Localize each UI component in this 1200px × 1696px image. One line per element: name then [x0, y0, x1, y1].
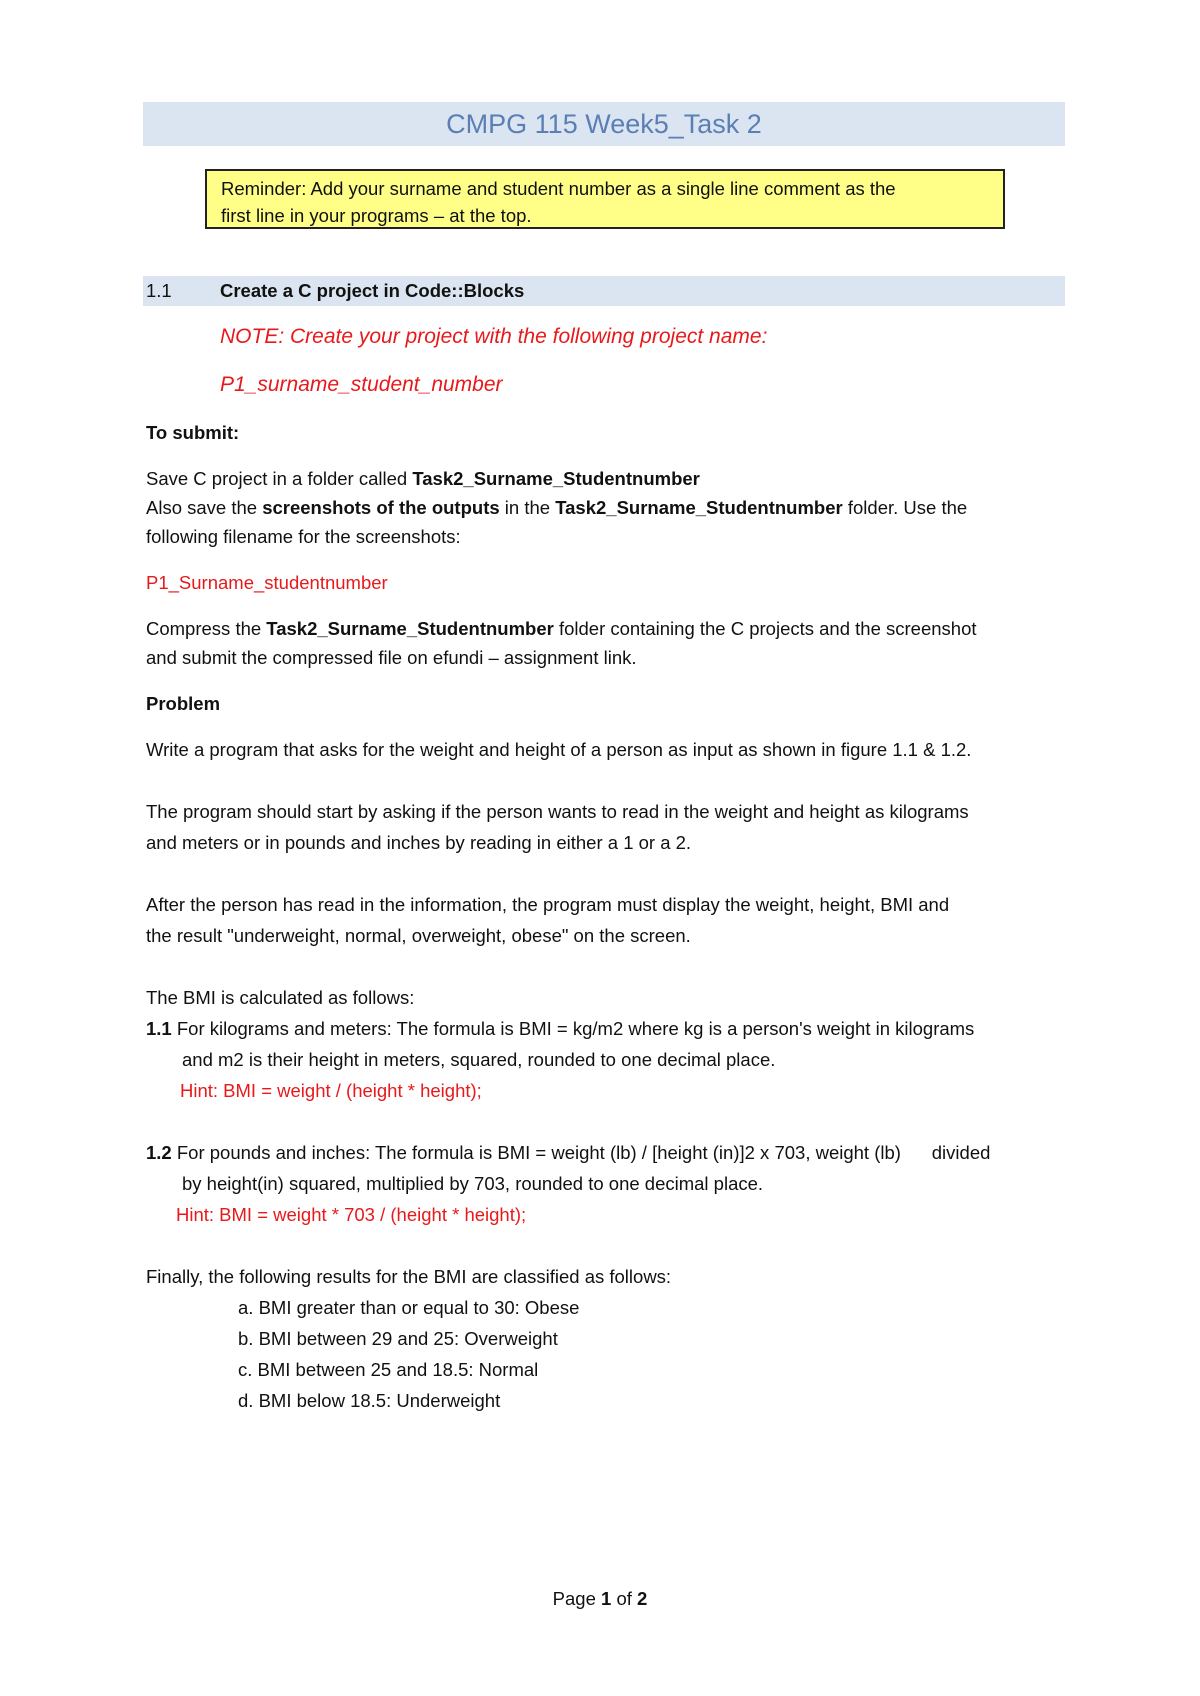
- section-number: 1.1: [146, 280, 172, 301]
- problem-paragraph-3a: After the person has read in the information, the program must display the weight, height, BMI and: [146, 894, 950, 915]
- classification-item-d: d. BMI below 18.5: Underweight: [238, 1390, 501, 1411]
- compress-line-2: and submit the compressed file on efundi – assignment link.: [146, 647, 637, 668]
- formula-2-line-1: 1.2 For pounds and inches: The formula is BMI = weight (lb) / [height (in)]2 x 703, weight (lb) divided: [146, 1142, 991, 1163]
- note-line-1: NOTE: Create your project with the following project name:: [220, 325, 768, 348]
- bmi-intro: The BMI is calculated as follows:: [146, 987, 415, 1008]
- submit-line-1: Save C project in a folder called Task2_Surname_Studentnumber: [146, 468, 700, 489]
- formula-2-line-2: by height(in) squared, multiplied by 703, rounded to one decimal place.: [182, 1173, 764, 1194]
- reminder-line-2: first line in your programs – at the top.: [221, 205, 532, 226]
- classification-item-c: c. BMI between 25 and 18.5: Normal: [238, 1359, 539, 1380]
- problem-paragraph-1: Write a program that asks for the weight and height of a person as input as shown in figure 1.1 & 1.2.: [146, 739, 972, 760]
- page-footer: Page 1 of 2: [552, 1588, 648, 1609]
- note-line-2: P1_surname_student_number: [220, 373, 503, 396]
- problem-paragraph-2b: and meters or in pounds and inches by reading in either a 1 or a 2.: [146, 832, 692, 853]
- submit-line-2: Also save the screenshots of the outputs in the Task2_Surname_Studentnumber folder. Use the: [146, 497, 968, 518]
- problem-paragraph-3b: the result "underweight, normal, overweight, obese" on the screen.: [146, 925, 691, 946]
- submit-line-3: following filename for the screenshots:: [146, 526, 461, 547]
- compress-line-1: Compress the Task2_Surname_Studentnumber folder containing the C projects and the screenshot: [146, 618, 977, 639]
- formula-1-line-2: and m2 is their height in meters, squared, rounded to one decimal place.: [182, 1049, 776, 1070]
- problem-paragraph-2a: The program should start by asking if the person wants to read in the weight and height as kilograms: [146, 801, 969, 822]
- formula-1-hint: Hint: BMI = weight / (height * height);: [180, 1080, 482, 1101]
- problem-heading: Problem: [146, 693, 221, 714]
- section-title: Create a C project in Code::Blocks: [220, 280, 525, 301]
- formula-2-hint: Hint: BMI = weight * 703 / (height * height);: [176, 1204, 527, 1225]
- formula-1-line-1: 1.1 For kilograms and meters: The formula is BMI = kg/m2 where kg is a person's weight in kilograms: [146, 1018, 975, 1039]
- classification-item-a: a. BMI greater than or equal to 30: Obese: [238, 1297, 580, 1318]
- page-title: CMPG 115 Week5_Task 2: [446, 109, 762, 139]
- classification-intro: Finally, the following results for the BMI are classified as follows:: [146, 1266, 672, 1287]
- classification-item-b: b. BMI between 29 and 25: Overweight: [238, 1328, 558, 1349]
- screenshot-filename: P1_Surname_studentnumber: [146, 572, 388, 593]
- reminder-box: [205, 169, 1005, 229]
- submit-heading: To submit:: [146, 422, 240, 443]
- reminder-line-1: Reminder: Add your surname and student number as a single line comment as the: [221, 178, 896, 199]
